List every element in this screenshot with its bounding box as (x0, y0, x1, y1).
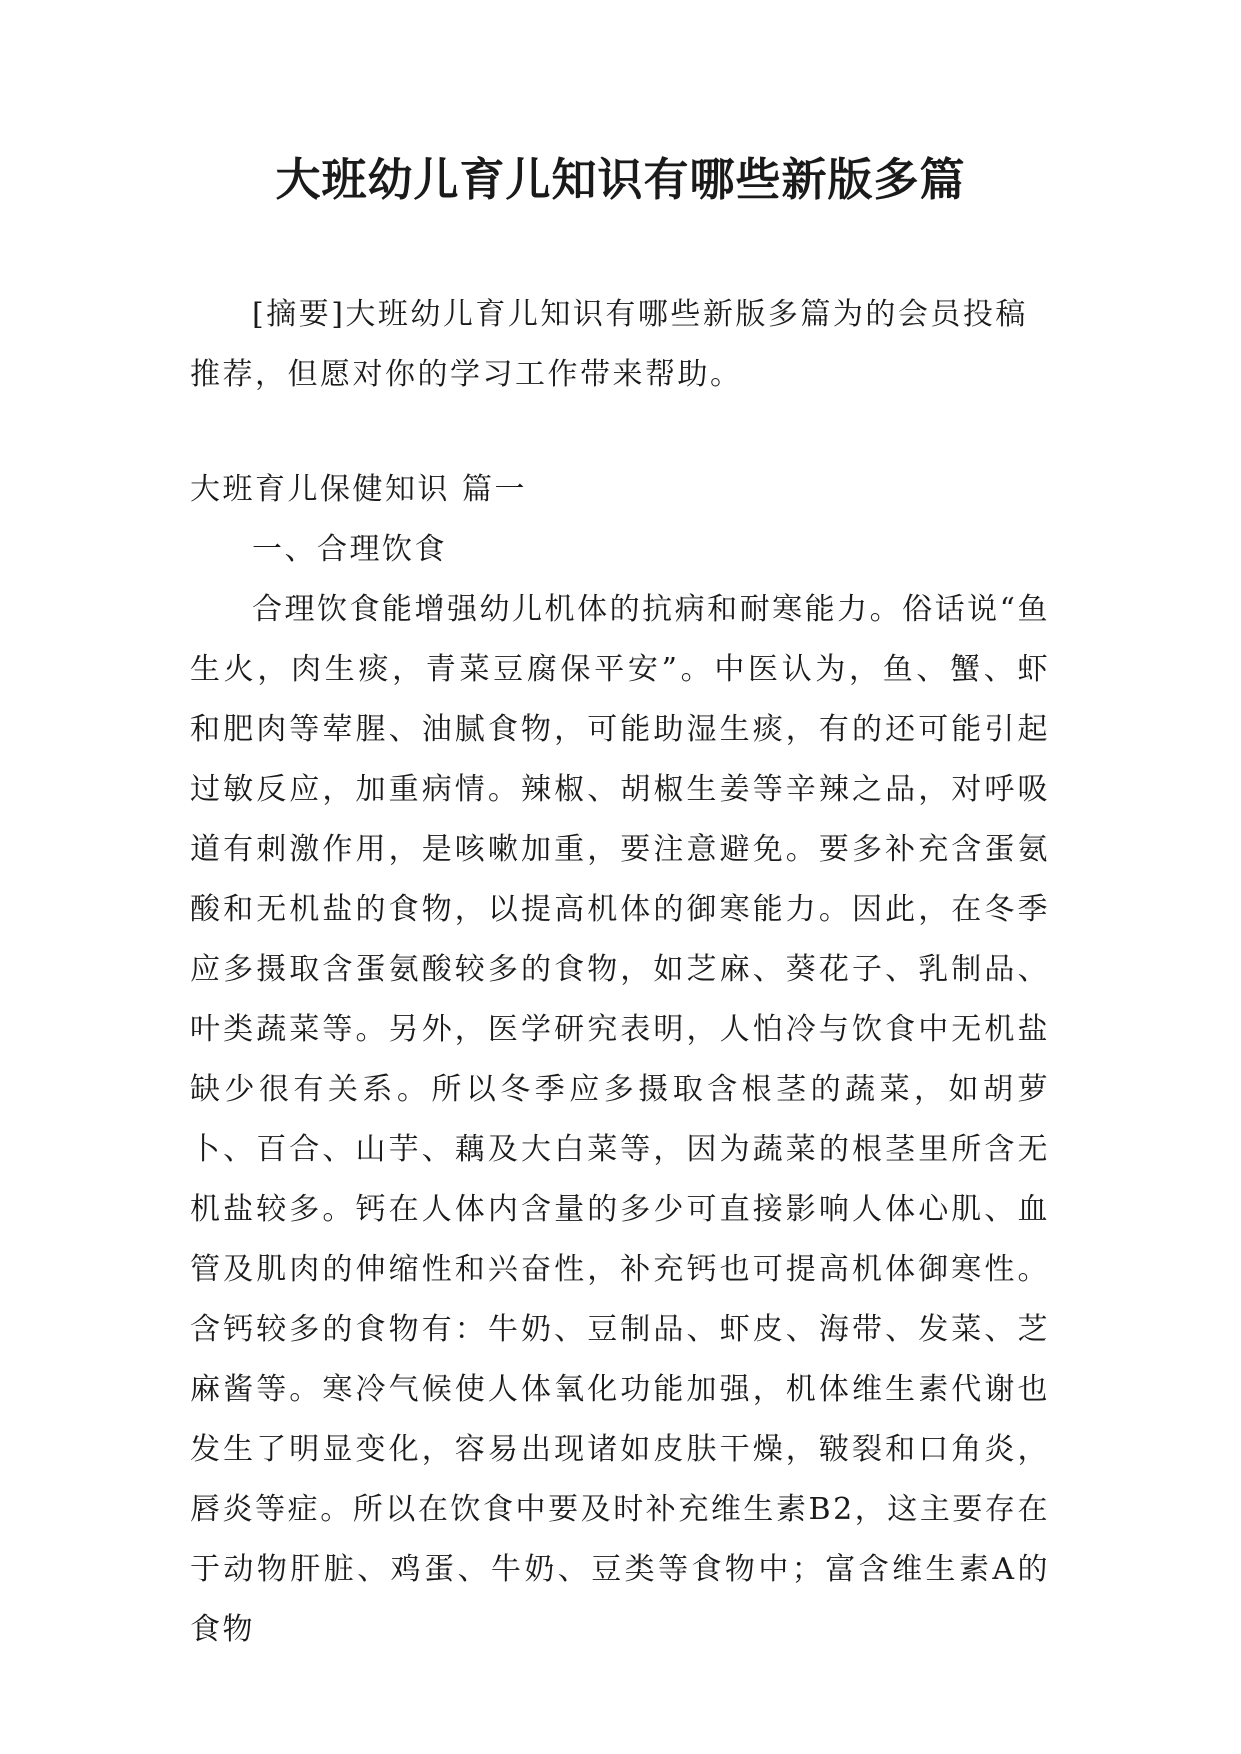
section-heading: 大班育儿保健知识 篇一 (190, 472, 528, 507)
sub-heading: 一、合理饮食 (252, 532, 447, 567)
body-paragraph: 合理饮食能增强幼儿机体的抗病和耐寒能力。俗话说“鱼生火，肉生痰，青菜豆腐保平安”。中医认为，鱼、蟹、虾和肥肉等荤腥、油腻食物，可能助湿生痰，有的还可能引起过敏反应，加重病情。辣椒、胡椒生姜等辛辣之品，对呼吸道有刺激作用，是咳嗽加重，要注意避免。要多补充含蛋氨酸和无机盐的食物，以提高机体的御寒能力。因此，在冬季应多摄取含蛋氨酸较多的食物，如芝麻、葵花子、乳制品、叶类蔬菜等。另外，医学研究表明，人怕冷与饮食中无机盐缺少很有关系。所以冬季应多摄取含根茎的蔬菜，如胡萝卜、百合、山芋、藕及大白菜等，因为蔬菜的根茎里所含无机盐较多。钙在人体内含量的多少可直接影响人体心肌、血管及肌肉的伸缩性和兴奋性，补充钙也可提高机体御寒性。含钙较多的食物有：牛奶、豆制品、虾皮、海带、发菜、芝麻酱等。寒冷气候使人体氧化功能加强，机体维生素代谢也发生了明显变化，容易出现诸如皮肤干燥，皲裂和口角炎，唇炎等症。所以在饮食中要及时补充维生素B2，这主要存在于动物肝脏、鸡蛋、牛奶、豆类等食物中；富含维生素A的食物 (190, 592, 1050, 1647)
document-title: 大班幼儿育儿知识有哪些新版多篇 (275, 153, 966, 206)
abstract-paragraph: [摘要]大班幼儿育儿知识有哪些新版多篇为的会员投稿推荐，但愿对你的学习工作带来帮助。 (190, 297, 1028, 392)
